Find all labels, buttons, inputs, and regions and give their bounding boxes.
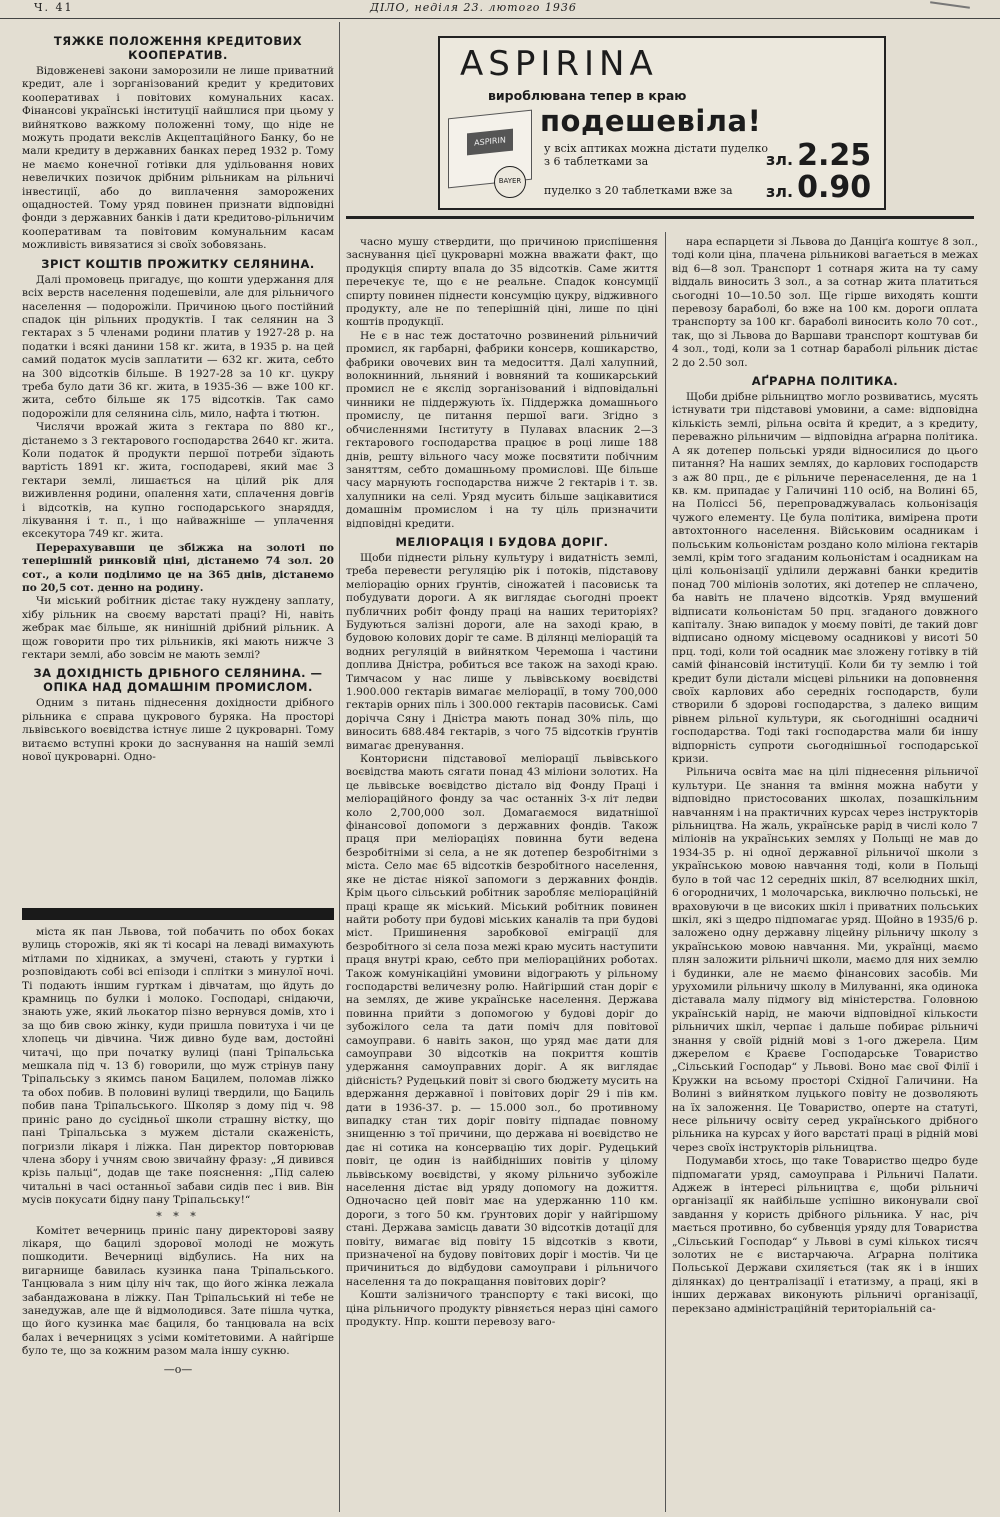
paragraph: Чи міський робітник дістає таку нуждену заплату, хібу рільник на своєму варстаті праці? Ні, навіть жебрак має більше, як нинішній дрібний рільник. А щож говорити про тих рільників, які мають нижче 3 гектари землі, або зовсім не мають землі?	[22, 595, 334, 662]
paragraph: Конторисни підставової меліорації львівського воєвідства мають сягати понад 43 міліони золотих. На це львівське воєвідство дістало від Фонду Праці і меліораційного фонду за час останніх 3-х літ ледви коло 2,700,000 зол. Домагаємося видатнішої фінансової допомоги з державних фондів. Також праця при меліораціях повинна бути ведена безробітніми зі села, а не як дотепер безробітніми з міста. Село має 65 відсотків безробітного населення, яке не дістає ніякої запомоги з державних фондів. Крім цього сільський робітник заробляє меліораційній праці краще як міський. Міський робітник повинен найти роботу при будові міських каналів та при будові міст. Пришинення заробкової еміграції для безробітного зі села поза межі краю мусить наступити праця внутрі краю, себто при меліораційних роботах. Також комунікаційні умовини відограють у рільному господарстві величезну ролю. Найгірший стан доріг є на землях, де живе українське населення. Держава повинна прийти з допомогою у будові доріг до зубожілого села та дати поміч для повітової самоуправи. 6 навіть закон, що уряд має дати для самоуправи 30 відсотків на покриття коштів удержання самоуправних доріг. А як виглядає дійсність? Рудецький повіт зі свого бюджету мусить на вдержання державної і повітових доріг 29 і пів км. дати в 1936-37. р. — 15.000 зол., бо противному випадку стан тих доріг повіту підпадає повному знищенню з тої причини, що держава ні воєвідство не дає ні сотика на консервацію тих доріг. Рудецький повіт, це один із найбідніших повітів у цілому львівському воєвідстві, у якому рільничо зубожіле населення дістає від уряду допомогу на дожиття. Одночасно цей повіт має на удержанню 110 км. дороги, з того 50 км. ґрунтових доріг у найгіршому стані. Держава замісць давати 30 відсотків дотації для повіту, вимагає від повіту 15 відсотків з квоти, призначеної на будову повітових доріг і мостів. Чи це причиниться до відбудови самоуправи і рільничого населення та до покращання повітових доріг?	[346, 753, 658, 1288]
paragraph-emphasis: Перерахувавши це збіжжа на золоті по теперішній ринковій ціні, дістанемо 74 зол. 20 сот., а коли поділимо це на 365 днів, дістанемо по 20,5 сот. денно на родину.	[22, 541, 334, 595]
heading-credit-cooperatives: ТЯЖКЕ ПОЛОЖЕННЯ КРЕДИТОВИХ КООПЕРАТИВ.	[53, 34, 303, 62]
column-2	[346, 236, 658, 1506]
section-bar	[22, 908, 334, 920]
heading-agrarian-policy: АҐРАРНА ПОЛІТИКА.	[751, 374, 899, 389]
ad-subtitle: вироблювана тепер в краю	[488, 88, 687, 103]
paragraph: Подумавби хтось, що таке Товариство щедро буде підпомагати уряд, самоуправа і Рільничі Палати. Аджеж в інтересі рільництва є, щоби рільничі організації як найбільше успішно виконували свої завдання у користь дрібного рільника. У нас, річ мається противно, бо субвенція уряду для Товариства „Сільський Господар“ у Львові в сумі кількох тисяч золотих не є вистарчаюча. Аґрарна політика Польської Держави схиляється (так як і в інших ділянках) до централізації і етатизму, а праці, які в інших державах виконують рільничі організації, перекзано адміністраційній територіальній са-	[672, 1155, 978, 1315]
paragraph: Щоби піднести рільну культуру і видатність землі, треба перевести регуляцію рік і потоків, підставову меліорацію орних ґрунтів, сіножатей і пасовиськ та побудувати дороги. А як виглядає сьогодні проект публичних робіт фонду праці на наших територіях? Будуються залізні дороги, але на заході краю, в будовою колових доріг те саме. В ділянці меліорацій та водних регуляцій в вийнятком Черемоша і частини доплива Дністра, робиться все також на заході краю. Тимчасом у нас лише у львівському воєвідстві 1.900.000 гектарів вимагає меліорації, в тому 700,000 гектарів орних піль і 300.000 гектарів пасовиськ. Самі дорічча Сяну і Дністра мають понад 30% піль, що виносить 688.484 гектарів, з чого 75 відсотків ґрунтів вимагає дренування.	[346, 551, 658, 752]
paragraph: Щоби дрібне рільництво могло розвиватись, мусять істнувати три підставові умовини, а саме: відповідна кількість землі, рільна освіта й кредит, а з кредиту, переважно рільничим — відповідна аґрарна політика. А як дотепер польські уряди відносилися до цього питання? На наших землях, до карлових господарств з аж 80 прц., де є рільниче перенаселення, де на 1 кв. км. припадає у Галичині 110 осіб, на Волині 65, на Поліссі 56, перепроваджувалась кольонізація чужого елементу. Це була політика, вимірена проти автохтонного населення. Військовим осадникам і польським кольоністам роздано коло міліона гектарів землі, крім того згаданим кольоністам і осадникам на цілі кольонізації уділили державні банки кредитів понад 700 міліонів золотих, які дотепер не сплачено, ба навіть не плачено відсотків. Уряд вмушений відписати кольоністам 50 прц. згаданого довжного капіталу. Знаю випадок у моєму повіті, де такий довг відписано одному місцевому осадникові у висоті 50 прц. тоді, коли той осадник має зложену готівку в тій самій фінансовій інституції. Коли би ту землю і той кредит були дістали місцеві рільники на доповнення своїх карлових або середніх господарств, були створили б здорові господарства, з далеко вищим рівнем рільної культури, як сьогоднішні осадничі господарства. Тоді такі господарства мали би іншу відпорність супроти сьогоднішньої господарської кризи.	[672, 391, 978, 766]
section-separator: * * *	[156, 1209, 200, 1223]
paragraph: міста як пан Львова, той побачить по обох боках вулиць сторожів, які як ті косарі на леваді вимахують мітлами по хідниках, а змучені, стають у гуртки і розповідають собі всі епізоди і сплітки з минулої ночі. Ті подають іншим гурткам і дівчатам, що йдуть до крамниць по булки і молоко. Господарі, снідаючи, знають уже, який льокатор пізно вернувся домів, хто і за що бив свою жінку, куди пришла повитуха і чи це хлопець чи дівчина. Чиж дивно буде вам, достойні читачі, що при початку вулиці (пані Тріпальська мешкала під ч. 13 б) говорили, що муж стрінув пану Тріпальську з якимсь паном Бацилем, поломав ліжко та обох побив. В половині вулиці твердили, що Бациль побив пана Тріпальського. Школяр з дому під ч. 98 приніс рано до сусідньої школи страшну вістку, що пані Тріпальська з мужем дістали скаженість, погризли лікаря і ліжка. Пан директор повторював члена збору і учням свою звичайну фразу: „Я дивився крізь пальці“, додав ще таке пояснення: „Під салею читальні в часі останньої забави сидів пес і вив. Він мусів покусати бідну пану Тріпальську!“	[22, 926, 334, 1207]
masthead	[0, 0, 1000, 19]
heading-small-farmer-income: ЗА ДОХІДНІСТЬ ДРІБНОГО СЕЛЯНИНА. — ОПІКА НАД ДОМАШНІМ ПРОМИСЛОМ.	[33, 666, 323, 695]
heading-cost-of-living: ЗРІСТ КОШТІВ ПРОЖИТКУ СЕЛЯНИНА.	[41, 256, 315, 271]
bayer-cross-logo	[494, 166, 526, 198]
paragraph: Рільнича освіта має на цілі піднесення рільничої культури. Це знання та вміння можна набути у відповідно пристосованих школах, позашкільним навчанням і на практичних курсах через інструкторів рільництва. На жаль, українське рарід в числі коло 7 міліонів на українських землях у Польщі не мав до 1934-35 р. ні одної державної рільничої школи з українською мовою навчання тоді, коли в Польщі було в той час 12 середніх шкіл, 87 вселюдних шкіл, 6 огородничих, 1 молочарська, виключно польські, не враховуючи в це високих шкіл і приватних польських шкіл, які з щедро підпомагає уряд. Щойно в 1935/6 р. заложено одну державну ліцейну рільничу школу з українською мовою навчання. Ми, українці, маємо плян заложити рільничі школи, маємо для них землю і будинки, але не маємо фінансових засобів. Ми урухомили рільничу школу в Милуванні, яка одинока діставала малу підмогу від міністерства. Головною українській нарід, не маючи відповідної кількости рільничих шкіл, черпає і дальше побирає рільничі знання у своїй рідній мові з 1-ого джерела. Цим джерелом є Краєве Господарське Товариство „Сільський Господар“ у Львові. Воно має свої Філії і Кружки на всьому просторі Східної Галичини. На Волині з вийнятком луцького повіту не дозволяють на їх заложення. Це Товариство, оперте на статуті, несе рільничу освіту серед українського дрібного рільника на курсах у його варстаті праці в рідній мові через своїх інструкторів рільництва.	[672, 766, 978, 1154]
ad-price-2-amount: 0.90	[797, 170, 872, 205]
ad-text-20-tablets: пуделко з 20 таблетками вже за	[544, 184, 733, 197]
ad-text-6-tablets: у всіх аптиках можна дістати пуделко з 6 таблетками за	[544, 142, 768, 168]
paragraph: Кошти залізничого транспорту є такі високі, що ціна рільничого продукту рівняється нераз ціні самого продукту. Нпр. кошти перевозу ваго-	[346, 1289, 658, 1329]
ad-headline: подешевіла!	[540, 104, 762, 138]
column-rule-1	[339, 22, 340, 1512]
ad-price-1-currency: зл.	[766, 150, 794, 169]
aspirina-advertisement	[438, 36, 886, 210]
ad-brand: ASPIRINA	[460, 44, 658, 84]
ad-bottom-rule	[346, 216, 974, 219]
column-1-feuilleton	[22, 926, 334, 1456]
column-3	[672, 236, 978, 1506]
column-1	[22, 30, 334, 903]
paragraph: Комітет вечерниць приніс пану директорові заяву лікаря, що бацилі здорової молоді не можуть пошкодити. Вечерниці відбулись. На них на вигарнище бавилась кузинка пана Тріпальського. Танцювала з ним цілу ніч так, що його жінка лежала забандажована в ліжку. Пан Тріпальський ні тебе не занедужав, але ще й відмолодився. Зате пішла чутка, що його кузинка має бациля, бо танцювала на всіх балах і вечерницях з усіми комітетовими. А найгірше було те, що за кожним разом мала іншу сукню.	[22, 1224, 334, 1358]
paragraph: Числячи врожай жита з гектара по 880 кг., дістанемо з 3 гектарового господарства 2640 кг. жита. Коли податок й продукти першої потреби зїдають вартість 1891 кг. жита, господареві, який має 3 гектари землі, лишається на цілий рік для виживлення родини, опалення хати, сплачення довгів і відсотків, на купно господарського знаряддя, лікування і т. п., і що найважніше — уплачення ексекутора 749 кг. жита.	[22, 421, 334, 541]
heading-melioration-roads: МЕЛІОРАЦІЯ І БУДОВА ДОРІГ.	[395, 534, 609, 549]
column-rule-2	[665, 232, 666, 1512]
ad-box-label: ASPIRIN	[467, 129, 513, 156]
newspaper-dateline: ДІЛО, неділя 23. лютого 1936	[370, 1, 577, 14]
paragraph: нара еспарцети зі Львова до Данціґа коштує 8 зол., тоді коли ціна, плачена рільникові вагаеться в межах від 6—8 зол. Транспорт 1 сотнаря жита на ту саму віддаль виносить 3 зол., а за сотнар жита платиться сьогодні 10—10.50 зол. Ще гірше виходять кошти перевозу бараболі, бо вже на 100 км. дороги оплата транспорту за 100 кг. бараболі виносить коло 70 сот., так, що зі Львова до Варшави транспорт коштував би 4 зол., тоді, коли за 1 сотнар бараболі рільник дістає 2 до 2.50 зол.	[672, 236, 978, 369]
paragraph: Далі промовець пригадує, що кошти удержання для всіх верств населення подешевіли, але для рільничого населення — подорожіли. Причиною цього постійний спадок цін рільних продуктів. І так селянин на 3 гектарах з 5 членами родини платив у 1927-28 р. на податки і всякі данини 158 кг. жита, в 1935 р. на цей самий податок мусів заплатити — 632 кг. жита, себто на 300 відсотків більше. В 1927-28 за 10 кг. цукру треба було дати 36 кг. жита, в 1935-36 — вже 100 кг. жита, себто більше як 175 відсотків. Так само подорожіли для селянина сіль, мило, нафта і тютюн.	[22, 273, 334, 420]
ad-price-2-currency: зл.	[766, 182, 794, 201]
page-number: Ч. 41	[34, 1, 74, 14]
ad-price-1	[766, 138, 871, 173]
paragraph: Не є в нас теж достаточно розвинений рільничий промисл, як гарбарні, фабрики консерв, кошикарство, фабрики овочевих вин та медосиття. Далі халупний, волокнинний, льняний і вовняний та кошикарський промисл не є якслід зорганізований і відповідальні чинники не піддержують їх. Піддержка домашнього промислу, це питання першої ваги. Згідно з обчисленнями Інституту в Пулавах власник 2—3 гектарового господарства працює в році лише 188 днів, решту вільного часу може посвятити побічним заняттям, себто домашньому промислові. Ще більше часу марнують господарства нижче 2 гектарів і т. зв. халупники на селі. Уряд мусить більше зацікавитися домашнім промислом і на ту ціль призначити відповідні кредити.	[346, 329, 658, 530]
ad-price-1-amount: 2.25	[797, 138, 872, 173]
ad-price-2	[766, 170, 871, 205]
paragraph: часно мушу ствердити, що причиною приспішення заснування цієї цукроварні можна вважати факт, що продукція спирту впала до 35 відсотків. Саме життя перечекує те, що є не реальне. Спадок консумції спирту повинен піднести консумцію цукру, відживного продукту, але не по теперішній ціні, лише по ціні коштів продукції.	[346, 236, 658, 329]
paragraph: Одним з питань піднесення дохідности дрібного рільника є справа цукрового буряка. На просторі львівського воєвідства істнує лише 2 цукроварні. Тому витаємо вступні кроки до заснування на нашій землі нової цукроварні. Одно-	[22, 697, 334, 764]
bayer-label: BAYER	[498, 177, 522, 185]
paragraph: Відовженеві закони заморозили не лише приватний кредит, але і зорганізований кредит у кредитових кооперативах і повітових комунальних касах. Фінансові українські інституції найшлися при цьому у вийнятково важкому положенні тому, що ніде не можуть продати векслів Акцептаційного Банку, бо не мали кредиту в державних банках перед 1932 р. Тому не маємо конечної готівки для удільовання нових невеличких позичок дрібним рільникам на рільничі інвестиції, або до виплачення заморожених ощадностей. Тому уряд повинен признати відповідні фонди з державних банків і дати кредитово-рільничим кооперативам та повітовим комунальним касам можливість вивязатися зі своїх зобовязань.	[22, 65, 334, 252]
end-mark: —o—	[163, 1362, 193, 1376]
